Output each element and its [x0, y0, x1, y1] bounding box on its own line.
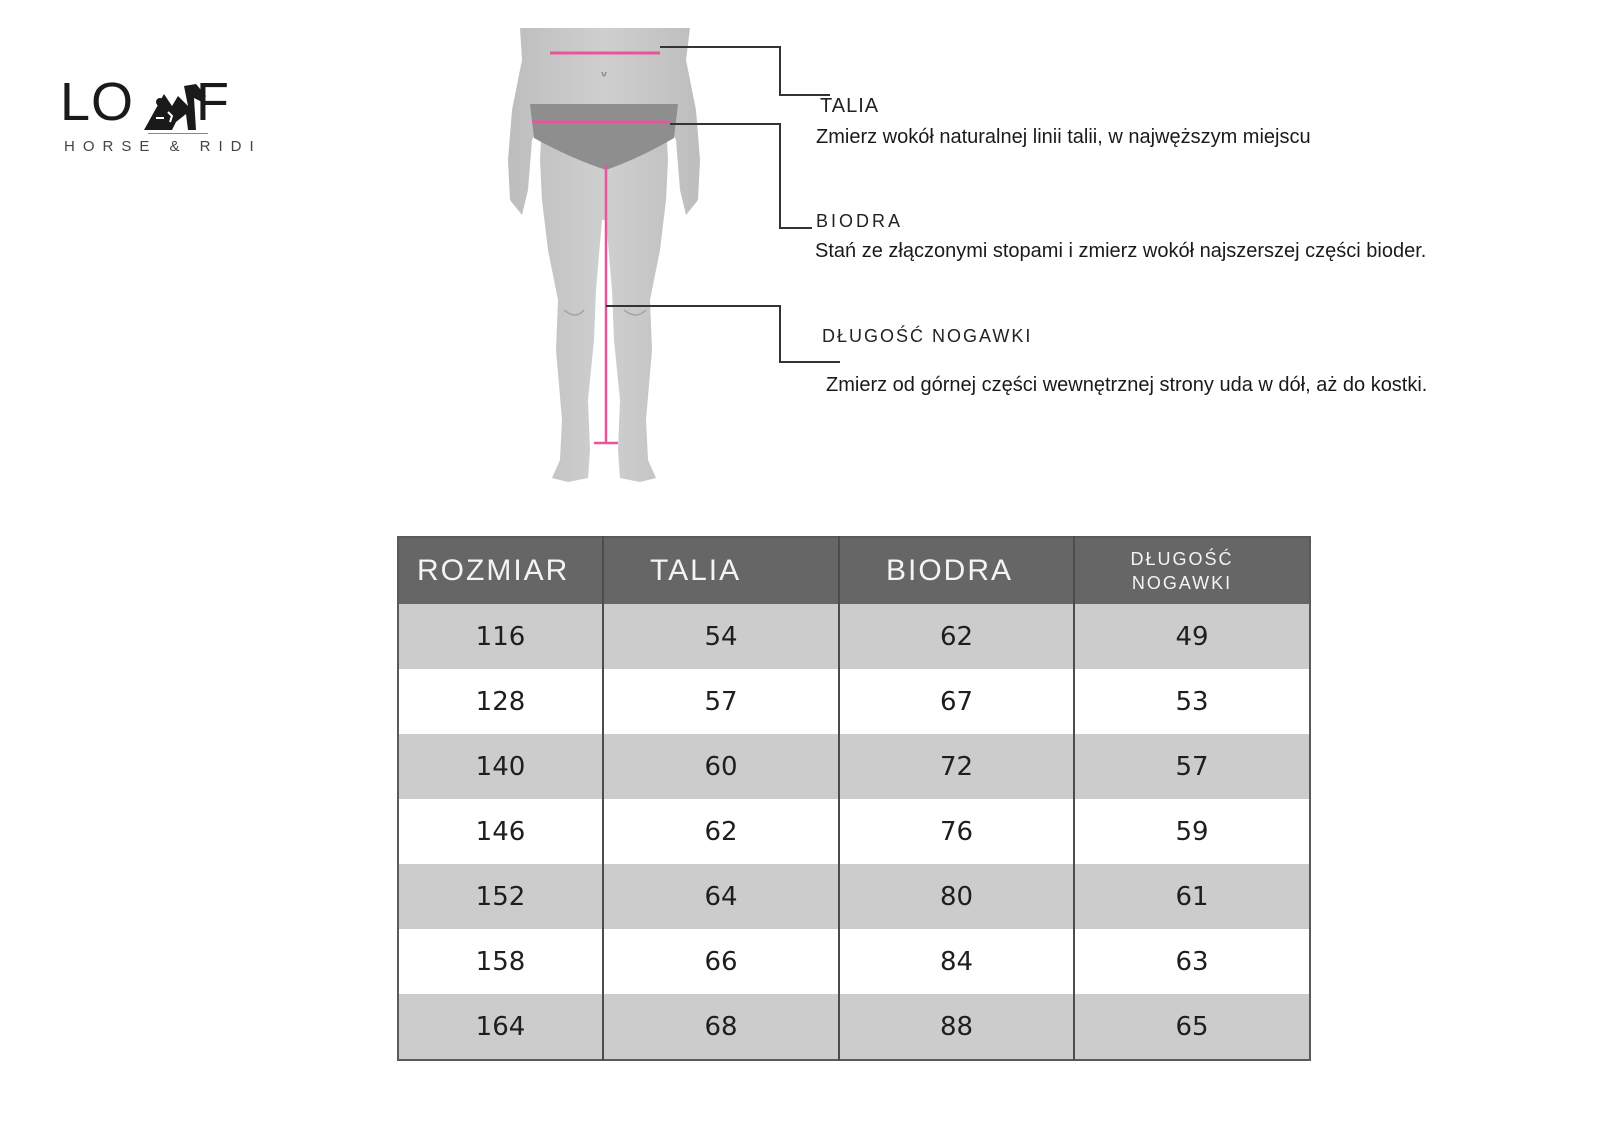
cell-size: 116: [398, 604, 603, 669]
cell-size: 152: [398, 864, 603, 929]
column-header-waist: TALIA: [603, 537, 839, 604]
cell-waist: 54: [603, 604, 839, 669]
table-row: [398, 799, 1310, 864]
cell-size: 128: [398, 669, 603, 734]
cell-hips: 84: [839, 929, 1074, 994]
column-header-inseam: [1074, 537, 1310, 604]
cell-waist: 57: [603, 669, 839, 734]
cell-size: 158: [398, 929, 603, 994]
cell-waist: 62: [603, 799, 839, 864]
cell-inseam: 61: [1074, 864, 1310, 929]
column-header-hips: BIODRA: [839, 537, 1074, 604]
column-header-inseam-line2: NOGAWKI: [1131, 573, 1233, 593]
size-chart-table: [397, 536, 1311, 1061]
table-row: [398, 669, 1310, 734]
inseam-title: DŁUGOŚĆ NOGAWKI: [822, 326, 1033, 346]
horse-icon: [60, 72, 275, 134]
cell-hips: 62: [839, 604, 1074, 669]
cell-inseam: 65: [1074, 994, 1310, 1060]
logo-tagline: HORSE & RIDI: [64, 138, 262, 155]
table-row: [398, 929, 1310, 994]
cell-inseam: 57: [1074, 734, 1310, 799]
cell-waist: 60: [603, 734, 839, 799]
cell-hips: 72: [839, 734, 1074, 799]
cell-hips: 67: [839, 669, 1074, 734]
table-row: [398, 864, 1310, 929]
cell-hips: 80: [839, 864, 1074, 929]
cell-waist: 68: [603, 994, 839, 1060]
waist-title: TALIA: [820, 95, 880, 117]
table-row: [398, 734, 1310, 799]
hips-description: Stań ze złączonymi stopami i zmierz wokół najszerszej części bioder.: [815, 240, 1427, 262]
table-row: [398, 994, 1310, 1060]
column-header-inseam-line1: DŁUGOŚĆ: [1130, 549, 1234, 569]
figure-body: [508, 28, 700, 482]
brand-logo: [60, 72, 275, 162]
cell-inseam: 59: [1074, 799, 1310, 864]
cell-inseam: 53: [1074, 669, 1310, 734]
cell-waist: 66: [603, 929, 839, 994]
logo-divider: [148, 133, 208, 134]
logo-wordmark: LO F: [60, 72, 231, 132]
inseam-description: Zmierz od górnej części wewnętrznej strony uda w dół, aż do kostki.: [826, 374, 1428, 396]
cell-inseam: 63: [1074, 929, 1310, 994]
cell-hips: 88: [839, 994, 1074, 1060]
cell-size: 140: [398, 734, 603, 799]
cell-size: 164: [398, 994, 603, 1060]
body-silhouette: [490, 20, 720, 495]
cell-inseam: 49: [1074, 604, 1310, 669]
waist-description: Zmierz wokół naturalnej linii talii, w najwęższym miejscu: [816, 126, 1311, 148]
cell-hips: 76: [839, 799, 1074, 864]
hips-title: BIODRA: [816, 211, 904, 231]
table-header-row: [398, 537, 1310, 604]
column-header-size: ROZMIAR: [398, 537, 603, 604]
cell-waist: 64: [603, 864, 839, 929]
table-row: [398, 604, 1310, 669]
cell-size: 146: [398, 799, 603, 864]
